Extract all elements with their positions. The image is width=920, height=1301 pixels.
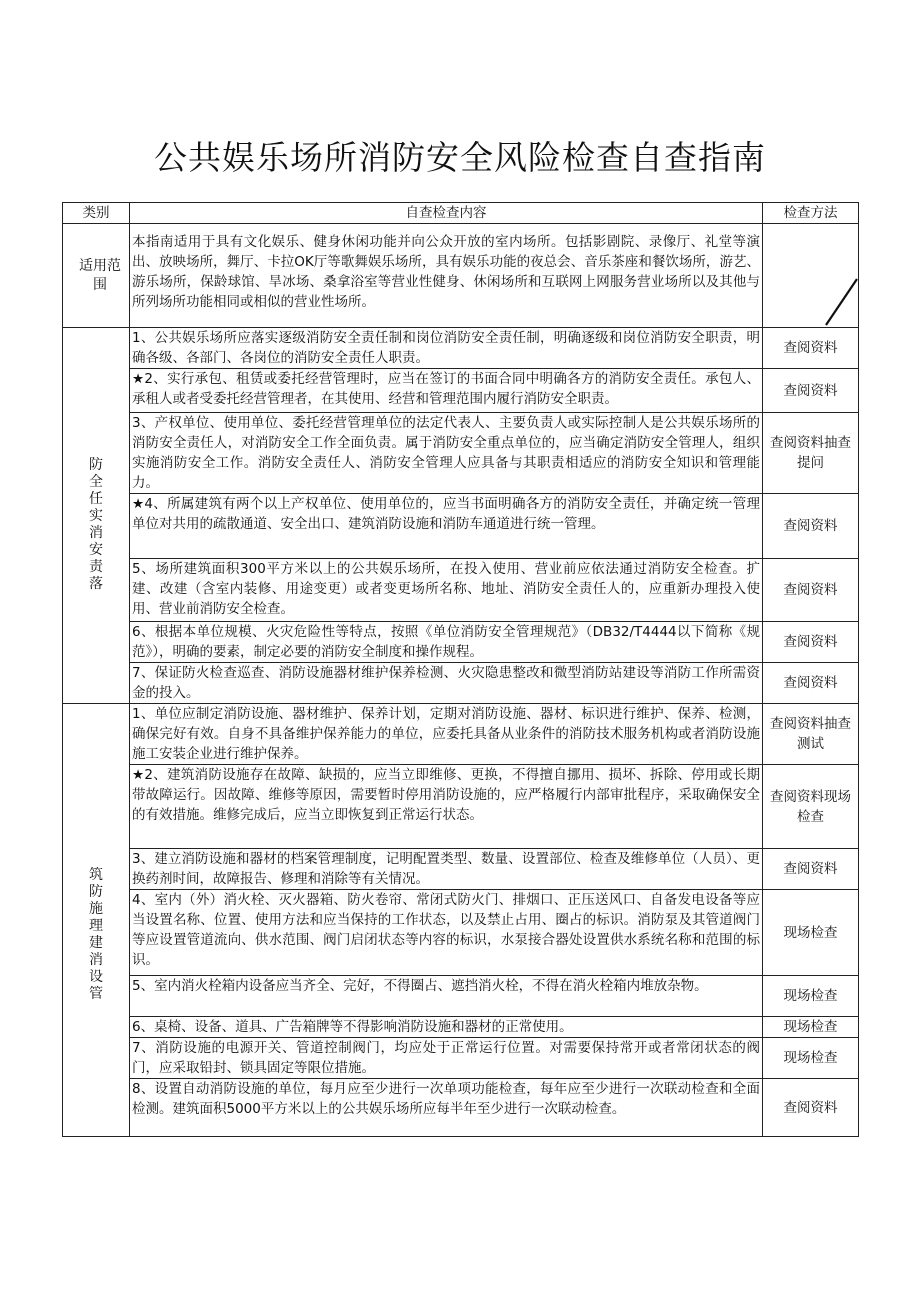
table-row	[63, 494, 859, 559]
category-char: 建	[89, 935, 103, 951]
category-char: 施	[89, 901, 103, 917]
table-row	[63, 890, 859, 976]
item-method: 查阅资料	[763, 494, 859, 559]
item-content: 8、设置自动消防设施的单位，每月应至少进行一次单项功能检查，每年应至少进行一次联动检查和全面检测。建筑面积5000平方米以上的公共娱乐场所应每半年至少进行一次联动检查。	[130, 1079, 763, 1137]
section-category-label	[65, 837, 127, 1003]
item-method: 查阅资料	[763, 663, 859, 704]
item-method: 查阅资料	[763, 849, 859, 890]
table-row	[63, 1038, 859, 1079]
item-method: 现场检查	[763, 890, 859, 976]
scope-row	[63, 224, 859, 328]
category-char: 消	[89, 524, 103, 541]
item-content: 1、单位应制定消防设施、器材维护、保养计划，定期对消防设施、器材、标识进行维护、保养、检测，确保完好有效。自身不具备维护保养能力的单位，应委托具备从业条件的消防技术服务机构或者消防设施施工安装企业进行维护保养。	[130, 704, 763, 765]
item-content: 7、保证防火检查巡查、消防设施器材维护保养检测、火灾隐患整改和微型消防站建设等消防工作所需资金的投入。	[130, 663, 763, 704]
item-content: 1、公共娱乐场所应落实逐级消防安全责任制和岗位消防安全责任制，明确逐级和岗位消防安全职责，明确各级、各部门、各岗位的消防安全责任人职责。	[130, 328, 763, 369]
item-content: 5、室内消火栓箱内设备应当齐全、完好，不得圈占、遮挡消火栓，不得在消火栓箱内堆放杂物。	[130, 976, 763, 1017]
diagonal-slash	[763, 224, 859, 328]
section-category-label	[65, 439, 127, 593]
category-char: 防	[89, 456, 103, 473]
category-char: 实	[89, 507, 103, 524]
item-content: ★2、建筑消防设施存在故障、缺损的，应当立即维修、更换，不得擅自挪用、损坏、拆除、停用或长期带故障运行。因故障、维修等原因，需要暂时停用消防设施的，应严格履行内部审批程序，采取确保安全的有效措施。维修完成后，应当立即恢复到正常运行状态。	[130, 765, 763, 849]
table-row	[63, 369, 859, 413]
scope-category-cell	[63, 224, 130, 328]
table-row	[63, 704, 859, 765]
item-content: 5、场所建筑面积300平方米以上的公共娱乐场所，在投入使用、营业前应依法通过消防安全检查。扩建、改建（含室内装修、用途变更）或者变更场所名称、地址、消防安全责任人的，应重新办理投入使用、营业前消防安全检查。	[130, 559, 763, 622]
item-method: 查阅资料	[763, 559, 859, 622]
category-char: 消	[89, 952, 103, 968]
page-title: 公共娱乐场所消防安全风险检查自查指南	[154, 138, 766, 177]
item-method: 查阅资料	[763, 622, 859, 663]
table-row	[63, 328, 859, 369]
item-content: 6、根据本单位规模、火灾危险性等特点，按照《单位消防安全管理规范》（DB32/T4444以下简称《规范》），明确的要素，制定必要的消防安全制度和操作规程。	[130, 622, 763, 663]
item-content: 7、消防设施的电源开关、管道控制阀门，均应处于正常运行位置。对需要保持常开或者常闭状态的阀门，应采取铅封、锁具固定等限位措施。	[130, 1038, 763, 1079]
table-row	[63, 413, 859, 494]
category-char: 防	[89, 884, 103, 900]
item-method: 现场检查	[763, 1017, 859, 1038]
scope-category-label: 适用范围	[79, 257, 121, 293]
section-facilities	[63, 704, 859, 1137]
item-content: 4、室内（外）消火栓、灭火器箱、防火卷帘、常闭式防火门、排烟口、正压送风口、自备发电设备等应当设置名称、位置、使用方法和应当保持的工作状态，以及禁止占用、圈占的标识。消防泵及其管道阀门等应设置管道流向、供水范围、阀门启闭状态等内容的标识，水泵接合器处设置供水系统名称和范围的标识。	[130, 890, 763, 976]
item-content: 6、桌椅、设备、道具、广告箱牌等不得影响消防设施和器材的正常使用。	[130, 1017, 763, 1038]
header-category: 类别	[63, 203, 130, 224]
item-method: 查阅资料	[763, 328, 859, 369]
item-content: 3、产权单位、使用单位、委托经营管理单位的法定代表人、主要负责人或实际控制人是公共娱乐场所的消防安全责任人，对消防安全工作全面负责。属于消防安全重点单位的，应当确定消防安全管理人，组织实施消防安全工作。消防安全责任人、消防安全管理人应具备与其职责相适应的消防安全知识和管理能力。	[130, 413, 763, 494]
table-row	[63, 1017, 859, 1038]
item-method: 现场检查	[763, 976, 859, 1017]
item-content: 3、建立消防设施和器材的档案管理制度，记明配置类型、数量、设置部位、检查及维修单位（人员）、更换药剂时间，故障报告、修理和消除等有关情况。	[130, 849, 763, 890]
table-row	[63, 559, 859, 622]
category-char: 安	[89, 541, 103, 558]
category-char: 责	[89, 558, 103, 575]
table-row	[63, 1079, 859, 1137]
section-category-cell	[63, 704, 130, 1137]
scope-method-cell-slashed	[763, 224, 859, 328]
category-char: 任	[89, 490, 103, 507]
section-responsibility	[63, 328, 859, 704]
table-row	[63, 765, 859, 849]
item-method: 查阅资料抽查测试	[763, 704, 859, 765]
category-char: 全	[89, 473, 103, 490]
scope-text: 本指南适用于具有文化娱乐、健身休闲功能并向公众开放的室内场所。包括影剧院、录像厅、礼堂等演出、放映场所，舞厅、卡拉OK厅等歌舞娱乐场所，具有娱乐功能的夜总会、音乐茶座和餐饮场所，游艺、游乐场所，保龄球馆、旱冰场、桑拿浴室等营业性健身、休闲场所和互联网上网服务营业场所以及其他与所列场所功能相同或相似的营业性场所。	[130, 224, 763, 328]
header-content: 自查检查内容	[130, 203, 763, 224]
table-header-row	[63, 203, 859, 224]
item-method: 查阅资料抽查提问	[763, 413, 859, 494]
header-method: 检查方法	[763, 203, 859, 224]
section-category-cell	[63, 328, 130, 704]
item-method: 查阅资料	[763, 369, 859, 413]
table-row	[63, 663, 859, 704]
checklist-table	[62, 202, 859, 1137]
item-content: ★2、实行承包、租赁或委托经营管理时，应当在签订的书面合同中明确各方的消防安全责任。承包人、承租人或者受委托经营管理者，在其使用、经营和管理范围内履行消防安全职责。	[130, 369, 763, 413]
item-method: 查阅资料	[763, 1079, 859, 1137]
category-char: 管	[89, 986, 103, 1002]
category-char: 设	[89, 969, 103, 985]
item-content: ★4、所属建筑有两个以上产权单位、使用单位的，应当书面明确各方的消防安全责任，并确定统一管理单位对共用的疏散通道、安全出口、建筑消防设施和消防车通道进行统一管理。	[130, 494, 763, 559]
table-row	[63, 622, 859, 663]
category-char: 筑	[89, 867, 103, 883]
category-char: 理	[89, 918, 103, 934]
category-char: 落	[89, 575, 103, 592]
item-method: 查阅资料现场检查	[763, 765, 859, 849]
table-row	[63, 849, 859, 890]
item-method: 现场检查	[763, 1038, 859, 1079]
table-row	[63, 976, 859, 1017]
